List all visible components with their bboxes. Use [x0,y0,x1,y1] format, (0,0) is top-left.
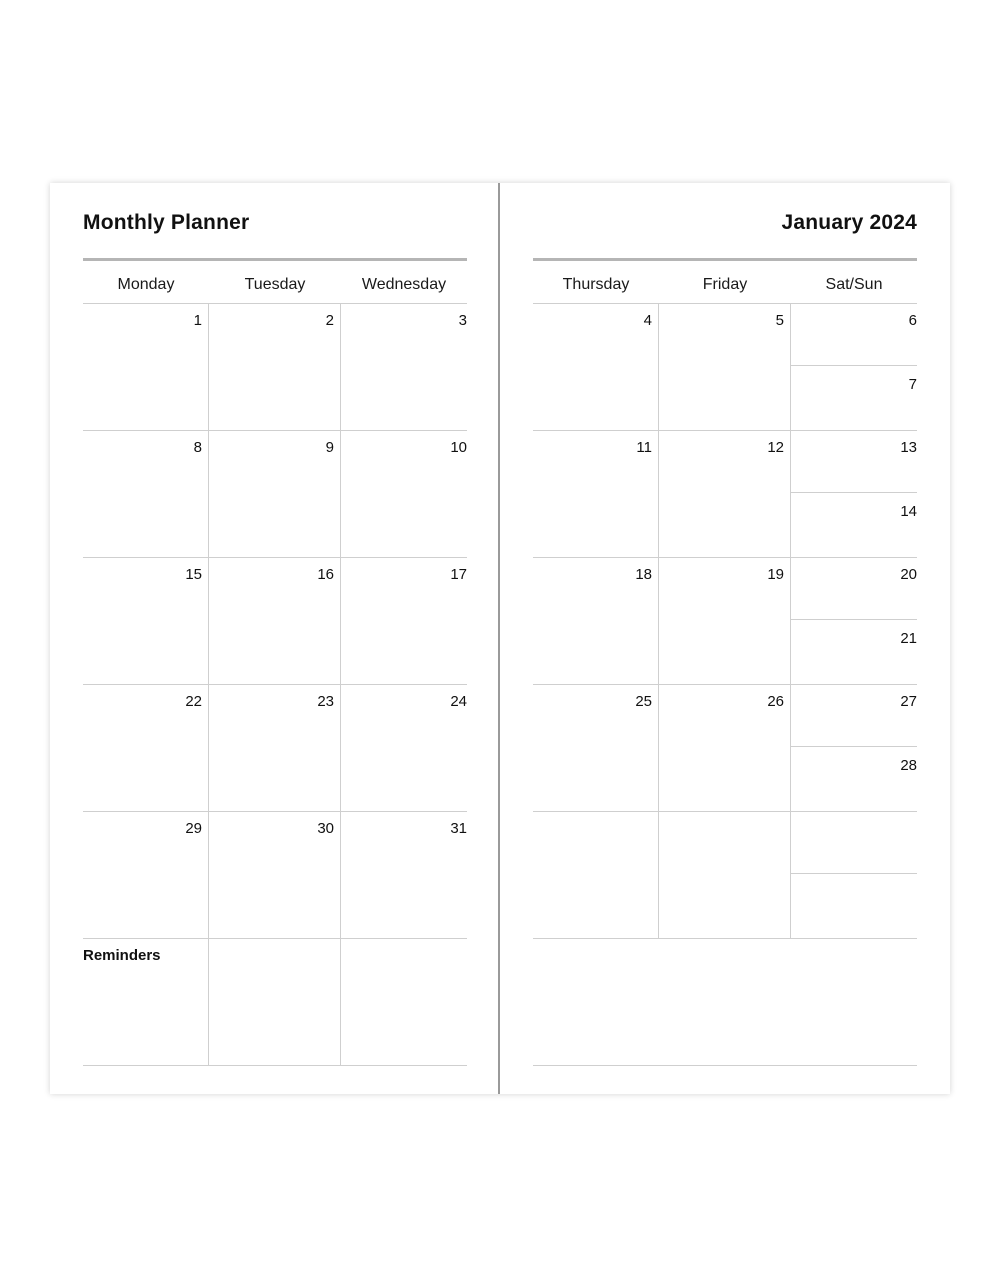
day-header-friday: Friday [702,276,748,293]
day-cell [209,431,341,558]
day-cell [83,431,209,558]
day-number-sunday: 21 [900,630,917,647]
day-cell [209,685,341,812]
day-number-saturday: 6 [908,312,917,329]
reminders-cell [83,939,209,1066]
left-page [83,183,467,1094]
right-page [533,183,917,1094]
day-cell [341,304,467,431]
day-number-saturday: 27 [900,693,917,710]
day-cell [341,685,467,812]
weekend-divider [791,746,917,747]
day-header-thursday: Thursday [562,276,630,293]
day-number: 1 [193,312,202,329]
day-cell-friday [659,685,791,812]
day-cell-weekend [791,685,917,812]
day-number: 26 [767,693,784,710]
page-title-left: Monthly Planner [83,211,250,234]
day-number-sunday: 7 [908,376,917,393]
day-cell [83,558,209,685]
day-cell-friday [659,304,791,431]
day-number: 25 [635,693,652,710]
weekend-divider [791,492,917,493]
day-number: 2 [325,312,334,329]
day-number: 23 [317,693,334,710]
day-cell [209,812,341,939]
weekend-divider [791,873,917,874]
day-cell [341,558,467,685]
day-number: 22 [185,693,202,710]
day-headers-left [83,261,467,304]
day-number: 9 [325,439,334,456]
reminders-label: Reminders [83,947,161,964]
day-cell [341,812,467,939]
day-cell-friday [659,812,791,939]
day-cell-weekend [791,431,917,558]
day-cell [209,558,341,685]
day-number: 31 [450,820,467,837]
day-number: 29 [185,820,202,837]
day-cell [209,304,341,431]
day-number: 10 [450,439,467,456]
day-cell-friday [659,431,791,558]
notes-bottom-rule [533,1065,917,1066]
day-header-satsun: Sat/Sun [825,276,883,293]
day-number: 8 [193,439,202,456]
reminders-notes-cell [209,939,341,1066]
day-number-saturday: 13 [900,439,917,456]
reminders-notes-cell [341,939,467,1066]
day-number-saturday: 20 [900,566,917,583]
day-header-tuesday: Tuesday [244,276,306,293]
day-cell-weekend [791,558,917,685]
day-headers-right [533,261,917,304]
day-cell [83,812,209,939]
day-number: 5 [775,312,784,329]
weekend-divider [791,365,917,366]
day-number: 4 [643,312,652,329]
day-cell-weekend [791,812,917,939]
day-cell-weekend [791,304,917,431]
day-number: 11 [636,439,652,456]
day-cell [83,304,209,431]
day-number: 19 [767,566,784,583]
day-number: 30 [317,820,334,837]
page-title-right: January 2024 [781,211,917,234]
day-cell-thursday [533,812,659,939]
day-cell [341,431,467,558]
day-number: 17 [450,566,467,583]
planner-spread [50,183,950,1094]
day-number-sunday: 14 [900,503,917,520]
weekend-divider [791,619,917,620]
day-cell [83,685,209,812]
page-spine [498,183,500,1094]
day-cell-thursday [533,558,659,685]
day-number: 15 [185,566,202,583]
day-number-sunday: 28 [900,757,917,774]
day-number: 16 [317,566,334,583]
day-header-monday: Monday [117,276,175,293]
day-cell-thursday [533,685,659,812]
day-number: 3 [458,312,467,329]
day-cell-thursday [533,431,659,558]
day-cell-friday [659,558,791,685]
day-number: 18 [635,566,652,583]
day-cell-thursday [533,304,659,431]
day-number: 12 [767,439,784,456]
day-header-wednesday: Wednesday [361,276,447,293]
day-number: 24 [450,693,467,710]
